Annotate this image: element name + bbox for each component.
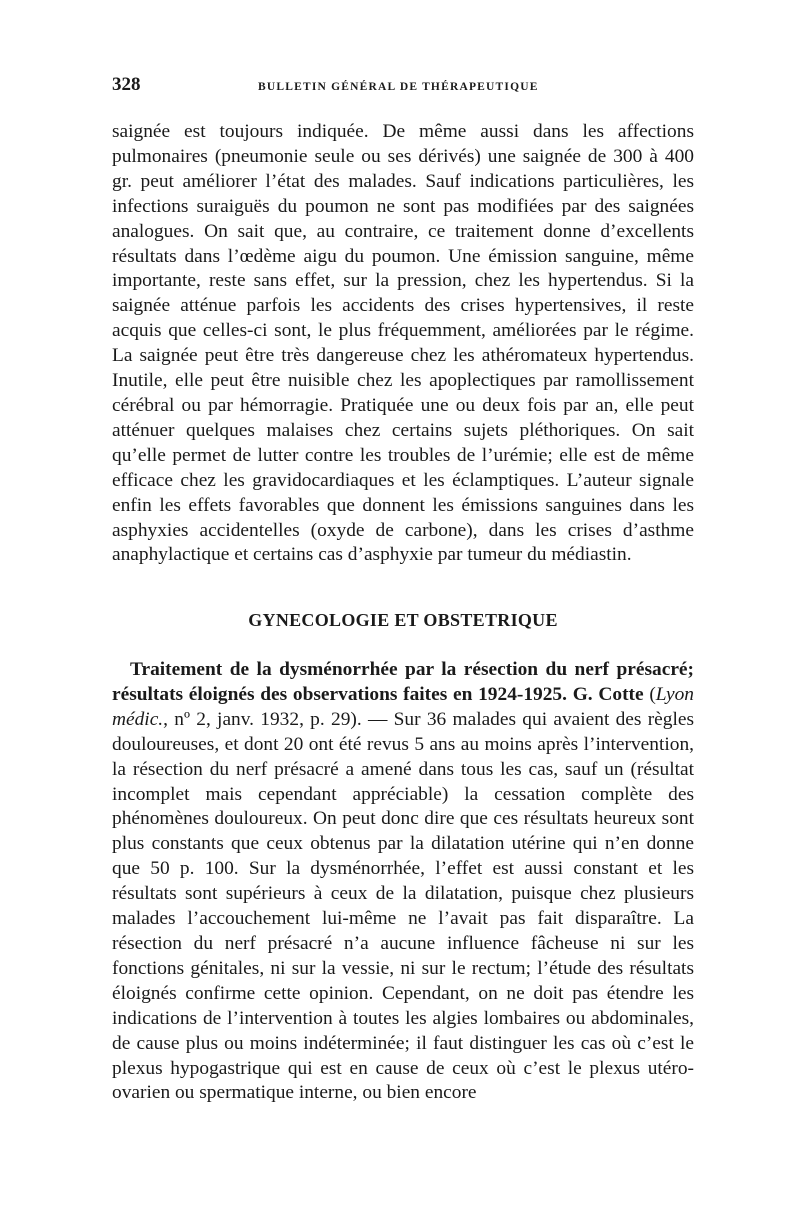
article-journal: Lyon médic. — [112, 683, 694, 730]
article-citation: , nº 2, janv. 1932, p. 29). — — [163, 708, 388, 730]
article-entry — [112, 658, 694, 1106]
article-title: Traitement de la dysménorrhée par la résection du nerf présacré; résultats éloignés des observations faites en 1924-1925. — [112, 659, 694, 705]
page-number: 328 — [112, 74, 141, 95]
page-header — [112, 74, 694, 102]
running-title: BULLETIN GÉNÉRAL DE THÉRAPEUTIQUE — [258, 81, 539, 93]
article-author: G. Cotte — [572, 683, 644, 705]
section-heading: GYNECOLOGIE ET OBSTETRIQUE — [248, 610, 558, 630]
paragraph-continued: saignée est toujours indiquée. De même aussi dans les affections pulmonaires (pneumonie seule ou ses dérivés) une saignée de 300 à 400 gr. peut améliorer l’état des malades. Sauf indications particulières, les infections suraiguës du poumon ne sont pas modifiées par des saignées analogues. On sait que, au contraire, ce traitement donne d’excellents résultats dans l’œdème aigu du poumon. Une émission sanguine, même importante, reste sans effet, sur la pression, chez les hypertendus. Si la saignée atténue parfois les accidents des crises hypertensives, il reste acquis que celles-ci sont, le plus fréquemment, améliorées par le régime. La saignée peut être très dangereuse chez les athéromateux hypertendus. Inutile, elle peut être nuisible chez les apoplectiques par ramollissement cérébral ou par hémorragie. Pratiquée une ou deux fois par an, elle peut atténuer quelques malaises chez certains sujets pléthoriques. On sait qu’elle permet de lutter contre les troubles de l’urémie; elle est de même efficace chez les gravidocardiaques et les éclamptiques. L’auteur signale enfin les effets favorables que donnent les émissions sanguines dans les asphyxies accidentelles (oxyde de carbone), dans les crises d’asthme anaphylactique et certains cas d’asphyxie par tumeur du médiastin. — [112, 121, 694, 566]
article-paragraph: Traitement de la dysménorrhée par la résection du nerf présacré; résultats éloignés des observations faites en 1924-1925. G. Cotte (Lyon médic., nº 2, janv. 1932, p. 29). — Sur 36 malades qui avaient des règles douloureuses, et dont 20 ont été revus 5 ans au moins après l’intervention, la résection du nerf présacré a amené dans tous les cas, sauf un (résultat incomplet mais cependant appréciable) la cessation complète des phénomènes douloureux. On peut donc dire que ces résultats heureux sont plus constants que ceux obtenus par la dilatation utérine qui n’en donne que 50 p. 100. Sur la dysménorrhée, l’effet est aussi constant et les résultats sont supérieurs à ceux de la dilatation, puisque chez plusieurs malades l’accouchement lui-même ne l’avait pas fait disparaître. La résection du nerf présacré n’a aucune influence fâcheuse ni sur les fonctions génitales, ni sur la vessie, ni sur le rectum; l’étude des résultats éloignés confirme cette opinion. Cependant, on ne doit pas étendre les indications de l’intervention à toutes les algies lombaires ou abdominales, de cause plus ou moins indéterminée; il faut distinguer les cas où c’est le plexus hypogastrique qui est en cause de ceux où c’est le plexus utéro-ovarien ou spermatique interne, ou bien encore — [112, 659, 695, 1104]
body-text — [112, 120, 694, 568]
article-body: Sur 36 malades qui avaient des règles douloureuses, et dont 20 ont été revus 5 ans au moins après l’intervention, la résection du nerf présacré a amené dans tous les cas, sauf un (résultat incomplet mais cependant appréciable) la cessation complète des phénomènes douloureux. On peut donc dire que ces résultats heureux sont plus constants que ceux obtenus par la dilatation utérine qui n’en donne que 50 p. 100. Sur la dysménorrhée, l’effet est aussi constant et les résultats sont supérieurs à ceux de la dilatation, puisque chez plusieurs malades l’accouchement lui-même ne l’avait pas fait disparaître. La résection du nerf présacré n’a aucune influence fâcheuse ni sur les fonctions génitales, ni sur la vessie, ni sur le rectum; l’étude des résultats éloignés confirme cette opinion. Cependant, on ne doit pas étendre les indications de l’intervention à toutes les algies lombaires ou abdominales, de cause plus ou moins indéterminée; il faut distinguer les cas où c’est le plexus hypogastrique qui est en cause de ceux où c’est le plexus utéro-ovarien ou spermatique interne, ou bien encore — [112, 708, 695, 1104]
